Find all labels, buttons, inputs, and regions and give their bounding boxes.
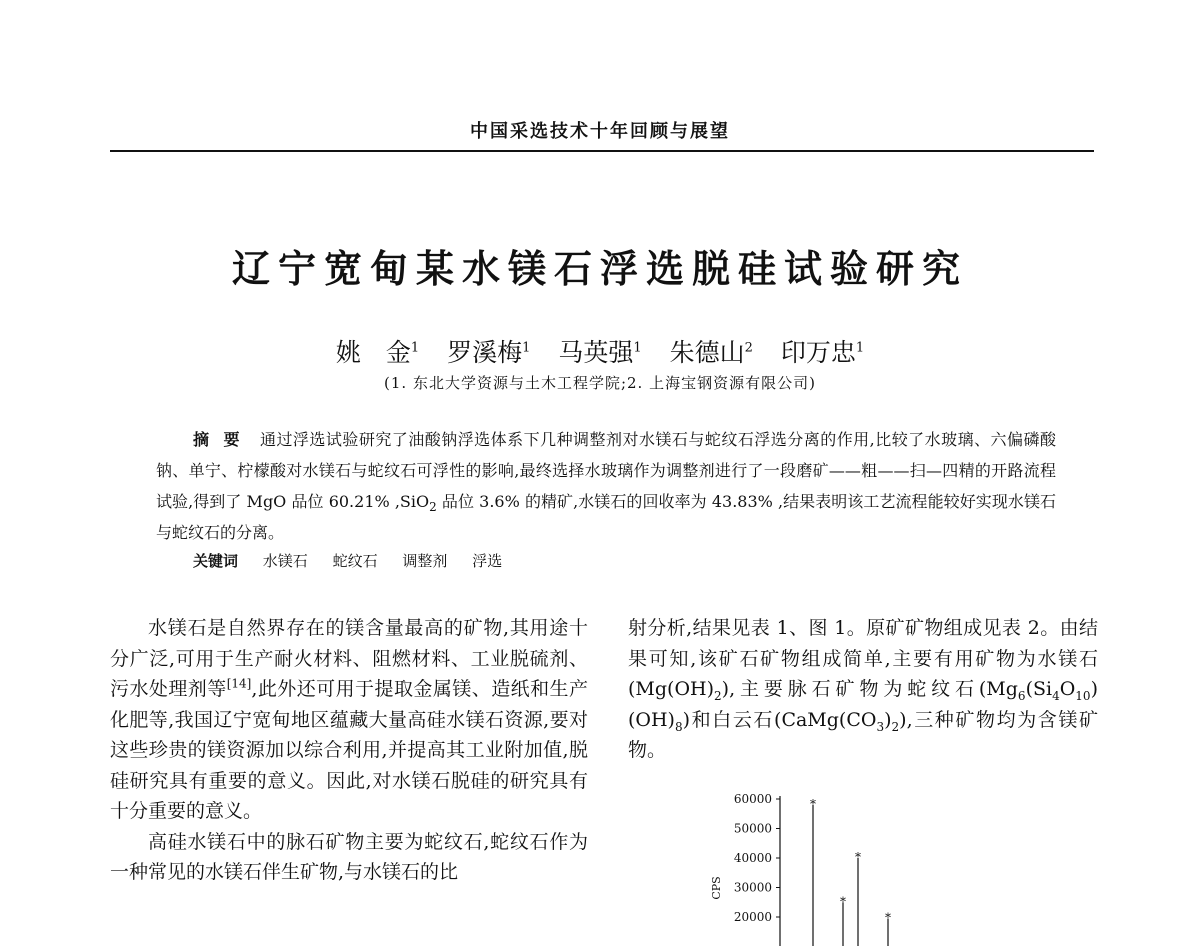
author: 马英强$^1$ <box>558 338 642 367</box>
y-tick-label: 20000 <box>733 910 772 924</box>
body-right-column <box>628 613 1098 766</box>
peak-marker: * <box>855 850 861 864</box>
body-paragraph: 高硅水镁石中的脉石矿物主要为蛇纹石,蛇纹石作为一种常见的水镁石伴生矿物,与水镁石的比 <box>110 830 588 883</box>
body-paragraph: 水镁石是自然界存在的镁含量最高的矿物,其用途十分广泛,可用于生产耐火材料、阻燃材料、工业脱硫剂、污水处理剂等[14],此外还可用于提取金属镁、造纸和生产化肥等,我国辽宁宽甸地区蕴藏大量高硅水镁石资源,要对这些珍贵的镁资源加以综合利用,并提高其工业附加值,脱硅研究具有重要的意义。因此,对水镁石脱硅的研究具有十分重要的意义。 <box>110 617 588 822</box>
author: 姚 金$^1$ <box>335 338 420 367</box>
abstract: 摘要 通过浮选试验研究了油酸钠浮选体系下几种调整剂对水镁石与蛇纹石浮选分离的作用,比较了水玻璃、六偏磷酸钠、单宁、柠檬酸对水镁石与蛇纹石可浮性的影响,最终选择水玻璃作为调整剂进行了一段磨矿——粗——扫—四精的开路流程试验,得到了 MgO 品位 60.21% ,SiO$_2$ 品位 3.6% 的精矿,水镁石的回收率为 43.83% ,结果表明该工艺流程能较好实现水镁石与蛇纹石的分离。 <box>156 430 1056 542</box>
y-tick-label: 60000 <box>733 792 772 806</box>
peak-marker: * <box>885 910 891 925</box>
xrd-chart <box>700 786 920 946</box>
peaks <box>810 797 891 946</box>
keyword: 浮选 <box>472 552 503 570</box>
affiliations: (1. 东北大学资源与土木工程学院;2. 上海宝钢资源有限公司) <box>384 374 816 392</box>
author: 罗溪梅$^1$ <box>447 338 531 367</box>
keyword: 调整剂 <box>402 552 448 570</box>
paper-title: 辽宁宽甸某水镁石浮选脱硅试验研究 <box>231 246 968 291</box>
body-paragraph: 射分析,结果见表 1、图 1。原矿矿物组成见表 2。由结果可知,该矿石矿物组成简单,主要有用矿物为水镁石$(Mg(OH)_2)$,主要脉石矿物为蛇纹石$(Mg_6(Si_4O_{10})(OH)_8)$和白云石$(CaMg(CO_3)_2)$,三种矿物均为含镁矿物。 <box>628 617 1098 761</box>
citation-ref: [14] <box>226 676 252 691</box>
peak-marker: * <box>810 796 816 811</box>
author: 印万忠$^1$ <box>780 338 865 367</box>
y-ticks <box>734 792 780 924</box>
peak-marker: * <box>840 894 846 909</box>
body-left-column <box>110 613 588 888</box>
keyword: 水镁石 <box>262 552 308 570</box>
author-list <box>0 333 1200 369</box>
y-tick-label: 30000 <box>733 880 772 895</box>
keyword: 蛇纹石 <box>332 552 378 570</box>
y-tick-label: 50000 <box>733 821 772 836</box>
y-axis-label: CPS <box>710 876 723 900</box>
author: 朱德山$^2$ <box>669 338 753 367</box>
y-tick-label: 40000 <box>733 851 772 865</box>
abstract-label: 摘要 <box>193 430 254 449</box>
keywords-label: 关键词 <box>193 552 239 570</box>
running-header: 中国采选技术十年回顾与展望 <box>470 121 730 142</box>
header-rule <box>110 150 1094 152</box>
keywords <box>193 550 522 571</box>
